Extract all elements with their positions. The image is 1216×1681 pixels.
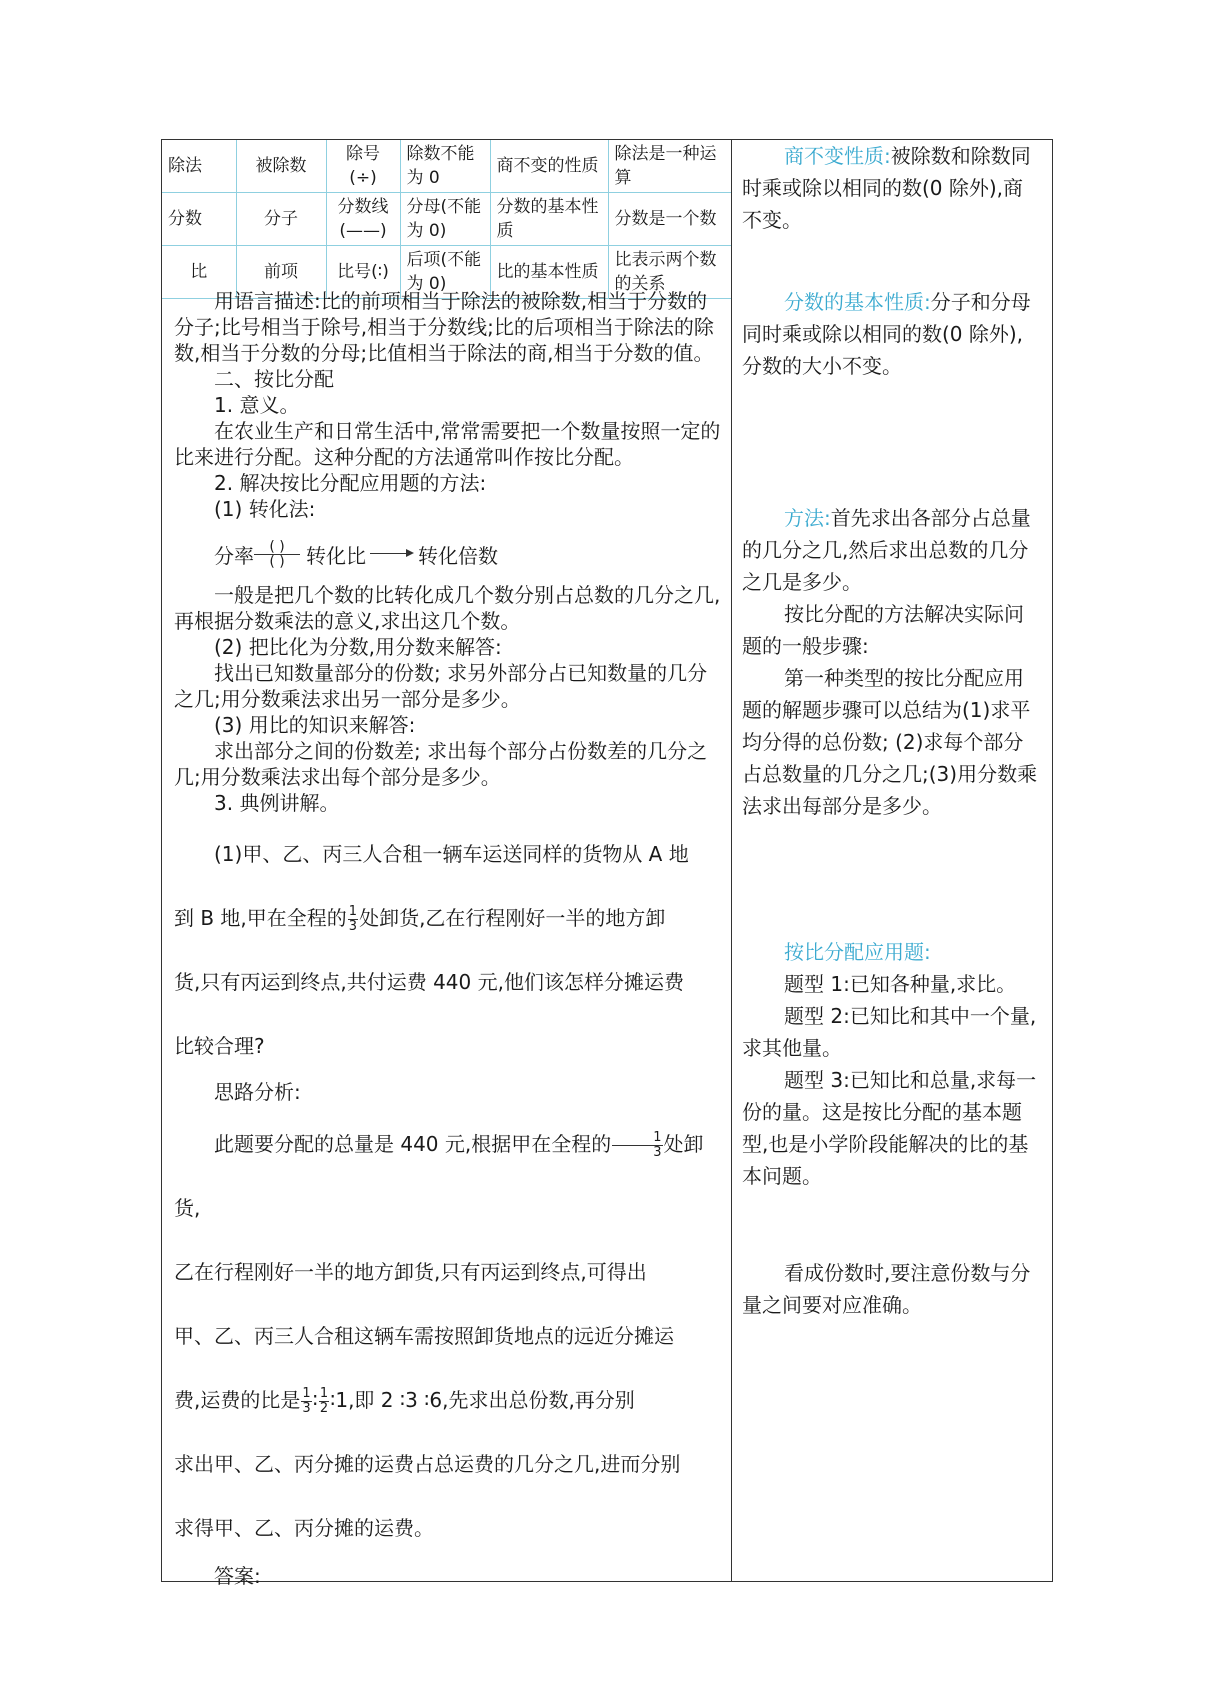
- table-row: [162, 140, 731, 193]
- example-block: [174, 822, 722, 1596]
- example-line: [174, 886, 722, 950]
- note-title-line: [742, 936, 1042, 968]
- fraction: [612, 1131, 662, 1160]
- side-note-portions: [742, 1257, 1042, 1321]
- text-span: ∶: [312, 1388, 318, 1412]
- text-span: 处卸货,: [174, 1132, 704, 1220]
- table-cell: 后项(不能为 0): [400, 246, 490, 299]
- paragraph: 在农业生产和日常生活中,常常需要把一个数量按照一定的比来进行分配。这种分配的方法通常叫作按比分配。: [174, 419, 721, 469]
- table-cell: 分数是一个数: [608, 193, 731, 246]
- table-cell: 分子: [236, 193, 326, 246]
- table-cell: 分数: [162, 193, 236, 246]
- table-cell: 被除数: [236, 140, 326, 193]
- subheading: 2. 解决按比分配应用题的方法:: [214, 471, 487, 495]
- text-span: 费,运费的比是: [174, 1388, 301, 1412]
- note-title: 商不变性质:: [784, 144, 891, 168]
- analysis-line: 求出甲、乙、丙分摊的运费占总运费的几分之几,进而分别: [174, 1452, 681, 1476]
- example-line: 比较合理?: [174, 1034, 265, 1058]
- blank-top: ( ): [269, 538, 285, 555]
- example-line: 货,只有丙运到终点,共付运费 440 元,他们该怎样分摊运费: [174, 970, 684, 994]
- subheading: 3. 典例讲解。: [214, 791, 340, 815]
- analysis-heading: 思路分析:: [214, 1080, 301, 1104]
- conversion-flow: [174, 526, 722, 582]
- note-title: 按比分配应用题:: [784, 940, 931, 964]
- table-cell: 除数不能为 0: [400, 140, 490, 193]
- note-paragraph: [742, 502, 1042, 598]
- table-cell: 比的基本性质: [490, 246, 608, 299]
- table-cell: 前项: [236, 246, 326, 299]
- method-heading: (1) 转化法:: [214, 497, 316, 521]
- paragraph: 用语言描述:比的前项相当于除法的被除数,相当于分数的分子;比号相当于除号,相当于分数线;比的后项相当于除法的除数,相当于分数的分母;比值相当于除法的商,相当于分数的值。: [174, 289, 714, 365]
- method-heading: (2) 把比化为分数,用分数来解答:: [214, 635, 502, 659]
- comparison-table: [162, 140, 731, 299]
- method-heading: (3) 用比的知识来解答:: [214, 713, 416, 737]
- fraction-numerator: 1: [319, 1386, 329, 1401]
- flow-label: 转化比: [306, 543, 366, 568]
- table-cell: 比: [162, 246, 236, 299]
- table-cell: 商不变的性质: [490, 140, 608, 193]
- section-heading: 二、按比分配: [214, 367, 334, 391]
- table-cell: 比表示两个数的关系: [608, 246, 731, 299]
- answer-label: 答案:: [214, 1564, 261, 1588]
- arrow-right-icon: [370, 549, 414, 559]
- note-paragraph: 按比分配的方法解决实际问题的一般步骤:: [742, 602, 1024, 658]
- paragraph: 求出部分之间的份数差; 求出每个部分占份数差的几分之几;用分数乘法求出每个部分是多少。: [174, 739, 708, 789]
- note-text: 被除数和除数同时乘或除以相同的数(0 除外),商不变。: [742, 144, 1031, 232]
- text-span: 此题要分配的总量是 440 元,根据甲在全程的: [214, 1132, 612, 1156]
- note-title: 方法:: [784, 506, 831, 530]
- main-text: [174, 288, 722, 1596]
- text-span: 处卸货,乙在行程刚好一半的地方卸: [359, 906, 666, 930]
- fraction-denominator: 3: [348, 919, 358, 934]
- note-title: 分数的基本性质:: [784, 290, 931, 314]
- side-note-quotient: [742, 140, 1042, 236]
- note-text: 分子和分母同时乘或除以相同的数(0 除外),分数的大小不变。: [742, 290, 1031, 378]
- flow-label: 转化倍数: [418, 543, 498, 568]
- fraction-numerator: 1: [348, 904, 358, 919]
- note-paragraph: 题型 1:已知各种量,求比。: [784, 972, 1017, 996]
- fraction-numerator: 1: [302, 1386, 311, 1401]
- content-frame: [161, 139, 1053, 1588]
- blank-fraction: [254, 540, 300, 569]
- blank-bottom: ( ): [269, 553, 285, 570]
- note-text: 首先求出各部分占总量的几分之几,然后求出总数的几分之几是多少。: [742, 506, 1031, 594]
- table-cell: 分数的基本性质: [490, 193, 608, 246]
- note-paragraph: [742, 286, 1042, 382]
- example-line: (1)甲、乙、丙三人合租一辆车运送同样的货物从 A 地: [214, 842, 689, 866]
- note-paragraph: [742, 140, 1042, 236]
- fraction: [319, 1387, 329, 1416]
- table-cell: 分数线(——): [326, 193, 400, 246]
- table-row: [162, 193, 731, 246]
- note-paragraph: 看成份数时,要注意份数与分量之间要对应准确。: [742, 1261, 1031, 1317]
- fraction: [301, 1387, 311, 1416]
- fraction: [348, 905, 358, 934]
- analysis-line: [174, 1112, 722, 1240]
- text-span: 到 B 地,甲在全程的: [174, 906, 347, 930]
- note-paragraph: 题型 3:已知比和总量,求每一份的量。这是按比分配的基本题型,也是小学阶段能解决的比的基本问题。: [742, 1068, 1037, 1188]
- column-divider: [731, 140, 732, 1581]
- table-cell: 除法: [162, 140, 236, 193]
- subheading: 1. 意义。: [214, 393, 300, 417]
- note-paragraph: 题型 2:已知比和其中一个量,求其他量。: [742, 1004, 1037, 1060]
- flow-label: 分率: [214, 543, 254, 568]
- note-paragraph: 第一种类型的按比分配应用题的解题步骤可以总结为(1)求平均分得的总份数; (2)求每个部分占总数量的几分之几;(3)用分数乘法求出每部分是多少。: [742, 666, 1038, 818]
- table-cell: 分母(不能为 0): [400, 193, 490, 246]
- analysis-line: [174, 1368, 722, 1432]
- fraction-denominator: 3: [302, 1401, 311, 1416]
- table-cell: 除法是一种运算: [608, 140, 731, 193]
- text-span: ∶1,即 2 ∶3 ∶6,先求出总份数,再分别: [330, 1388, 635, 1412]
- side-note-problem-types: [742, 936, 1042, 1192]
- analysis-line: 乙在行程刚好一半的地方卸货,只有丙运到终点,可得出: [174, 1260, 647, 1284]
- table-cell: 比号(∶): [326, 246, 400, 299]
- analysis-line: 求得甲、乙、丙分摊的运费。: [174, 1516, 434, 1540]
- analysis-line: 甲、乙、丙三人合租这辆车需按照卸货地点的远近分摊运: [174, 1324, 674, 1348]
- side-note-method: [742, 502, 1042, 822]
- fraction-denominator: 2: [319, 1401, 329, 1416]
- fraction-numerator: 1: [612, 1131, 662, 1146]
- table-cell: 除号(÷): [326, 140, 400, 193]
- fraction-denominator: 3: [653, 1145, 662, 1160]
- side-note-fraction: [742, 286, 1042, 382]
- paragraph: 一般是把几个数的比转化成几个数分别占总数的几分之几,再根据分数乘法的意义,求出这几个数。: [174, 583, 721, 633]
- paragraph: 找出已知数量部分的份数; 求另外部分占已知数量的几分之几;用分数乘法求出另一部分是多少。: [174, 661, 708, 711]
